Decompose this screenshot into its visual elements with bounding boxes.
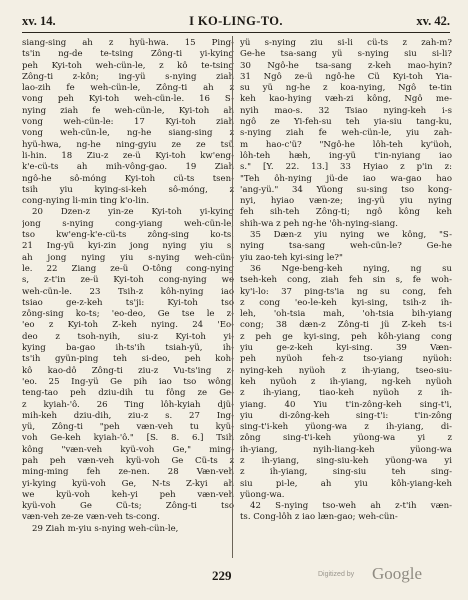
text-line: yüong-wa. [240, 489, 285, 500]
text-line: sing-t'i-keh yüong-wa z ih-yiang, di- [240, 422, 452, 433]
text-line: li-hin. 18 Ziu-z ze-ü Kyi-toh kw'eng- [22, 150, 234, 161]
text-line: su yü ng-he z koa-nying, Ngô te-tin [240, 83, 452, 94]
text-line: yiu zao-teh kyi-sing le?" [240, 252, 343, 263]
text-line: z ih-yiang, sing-siu teh sing- [240, 467, 452, 478]
text-line: 31 Ngô ze-ü ngô-he Cü Kyi-toh Yia- [240, 71, 452, 82]
text-line: væn-veh ze-ze væn-veh ts-cong. [22, 512, 160, 523]
text-line: vong peh Kyi-toh weh-cün-le. 16 S- [22, 94, 234, 105]
text-line: nying tsa-sang weh-cün-le? Ge-he [240, 241, 452, 252]
text-line: kying ba-gao ih-ts'ih tsiah-yü, ih- [22, 343, 234, 354]
text-line: yiu di-zông-keh sing-t'i: t'in-zông [240, 410, 452, 421]
text-line: 20 Dzen-z yin-ze Kyi-toh yi-kying [32, 207, 234, 218]
text-line: siu pi-le, ah yiu kôh-yiang-keh [240, 478, 452, 489]
text-line: yü s-nying ziu si-li cü-ts z zah-m? [240, 38, 452, 48]
text-line: tso kw'eng-k'e-cü-ts zông-sing ko-ts. [22, 230, 234, 241]
text-line: 30 Ngô-he tsa-sang z-keh mao-hyin? [240, 60, 452, 71]
text-line: vong weh-cün-le: 17 Kyi-toh ziah [22, 117, 234, 128]
text-line: keh kao-hying væh-zi kông, Ngô me- [240, 94, 452, 105]
text-line: ngô-he sô-móng Kyi-toh cü-ts tsen- [22, 173, 234, 184]
text-line: 36 Nge-beng-keh nying, ng su [250, 263, 452, 274]
text-line: kô kao-dô Zông-ti ziu-z Vu-ts'ing z- [22, 365, 234, 376]
text-line: vong weh-cün-le, ng-he siang-sing z [22, 128, 234, 139]
text-line: tsiao ge-z-keh ts'ji: Kyi-toh tso [22, 297, 234, 308]
text-line: ts'ih gyün-ping teh si-deo, peh koh- [22, 354, 234, 365]
google-watermark: Google [372, 564, 423, 583]
text-line: kông "væn-veh kyü-voh Ge," ming- [22, 444, 234, 455]
column-divider [232, 36, 233, 558]
text-line: tsih yiu kying-si-keh sô-móng, z [22, 184, 234, 195]
text-line: teng-tao peh dziu-dih tu fông ze Ge- [22, 388, 234, 399]
text-line: weh-cün-le. 23 Tsih-z kôh-nying iao [22, 286, 234, 297]
text-line: ngô ze Yi-feh-su teh yia-siu tang-ku, [240, 117, 452, 128]
digitized-by-label: Digitized by [318, 571, 355, 578]
text-line: deo z tsoh-nyih, siu-z Kyi-toh yi- [22, 331, 234, 342]
text-line: Ge-he tsa-sang yü s-nying siu si-li? [240, 49, 452, 60]
text-line: 'eo. 25 Ing-yü Ge pih iao tso wông, [22, 376, 234, 387]
text-line: nyih mao-s. 32 Tsiao nying-keh i-s [240, 105, 452, 116]
text-line: zông-sing ko-ts; 'eo-deo, Ge tse le z- [22, 309, 234, 320]
text-line: z cong 'eo-le-keh kyi-sing, tsih-z ih- [240, 297, 452, 308]
text-line: nyi, hyiao væn-ze; ing-yü yiu nying [240, 196, 452, 207]
header-rule [22, 32, 450, 33]
right-text-column [240, 38, 452, 558]
text-line: ts'in ng-de te-tsing Zông-ti yi-kying [22, 49, 234, 60]
header-book-title: I KO-LING-TO. [189, 14, 283, 28]
text-line: shih-wa z peh ng-he 'ôh-nying-siang. [240, 218, 398, 229]
text-line: voh Ge-keh kyiah-'ô." [S. 8. 6.] Tsih [22, 433, 234, 444]
text-line: nying-keh nyüoh z ih-yiang, tseo-siu- [240, 365, 452, 376]
running-header [22, 12, 450, 32]
text-line: ih-yiang, nyih-liang-keh yüong-wa [240, 444, 452, 455]
text-line: lao-zih fe weh-cün-le, Zông-ti ah z [22, 83, 234, 94]
text-line: zông sing-t'i-keh yüong-wa yi z [240, 433, 452, 444]
text-line: s." [Y. 22. 13.] 33 Hyiao z p'in z: [240, 162, 452, 173]
text-line: z peh ge kyi-sing, peh kôh-yiang cong [240, 331, 452, 342]
text-line: yiang. 40 Yiu t'in-zông-keh sing-t'i, [240, 399, 452, 410]
text-line: s, z-t'in ze-ü Kyi-toh cong-nying we [22, 275, 234, 286]
text-line: ah jong nying yiu s-nying weh-cün- [22, 252, 234, 263]
text-line: pah peh væn-veh kyü-voh Ge Cü-ts z [22, 455, 234, 466]
text-line: ming-ming feh ze-nen. 28 Væn-veh [22, 467, 234, 478]
text-line: s-nying ziah fe weh-cün-le, yiu zah- [240, 128, 452, 139]
text-line: yiu ge-z-keh kyi-sing. 39 Væn- [240, 343, 452, 354]
text-line: k'e-cü-ts ah mih-vông-gao. 19 Ziah [22, 162, 234, 173]
text-line: Zông-ti z-kôn; ing-yü s-nying ziah [22, 71, 234, 82]
text-line: nying ziah fe weh-cün-le, Kyi-toh ah [22, 105, 234, 116]
page-number: 229 [212, 568, 232, 583]
text-line: ky'i-lo: 37 ping-ts'ia ng su cong, feh [240, 286, 452, 297]
text-line: lôh-teh hæh, ing-yü t'in-nyiang iao [240, 150, 452, 161]
text-line: ts. Cong-lôh z iao læn-gao; weh-cün- [240, 512, 398, 523]
text-line: kyü-voh Ge Cü-ts; Zông-ti tso [22, 501, 234, 512]
text-line: z ih-yiang, sing-siu-keh yüong-wa yi [240, 455, 452, 466]
text-line: 29 Ziah m-yiu s-nying weh-cün-le, [32, 523, 179, 534]
text-line: 'ang-yü." 34 Yüong su-sing tso kong- [240, 184, 452, 195]
text-line: cong; 38 dæn-z Zông-ti jü Z-keh ts-i [240, 320, 452, 331]
text-line: cong-nying li-min ting k'o-lin. [22, 196, 150, 207]
text-line: hyü-hwa, ng-he ning-gyiu ze ze tsü [22, 139, 234, 150]
text-line: z ih-yiang, tiao-keh nyüoh z ih- [240, 388, 452, 399]
text-line: siang-sing ah z hyü-hwa. 15 Ping- [22, 38, 234, 48]
text-line: peh nyüoh feh-z tso-yiang nyüoh: [240, 354, 452, 365]
text-line: tseh-keh cong, ziah feh sin s, fe woh- [240, 275, 452, 286]
text-line: we kyü-voh keh-yi peh væn-veh [22, 489, 234, 500]
text-line: jong s-nying cong-yiang weh-cün-le, [22, 218, 234, 229]
text-line: 35 Dæn-z yiu nying we kông, "S- [250, 230, 452, 241]
text-line: leh, 'oh-tsia mah, 'oh-tsia bih-yiang [240, 309, 452, 320]
header-chapter-start: xv. 14. [22, 14, 56, 28]
text-line: 'eo z Kyi-toh Z-keh nying. 24 'Eo- [22, 320, 234, 331]
text-line: feh sih-teh Zông-ti; ngô kông keh [240, 207, 452, 218]
header-chapter-end: xv. 42. [416, 14, 450, 28]
text-line: yi-kying kyü-voh Ge, N-ts Z-kyi ah [22, 478, 234, 489]
page-footer [0, 566, 468, 588]
text-line: mih-keh dziu-dih, ziu-z s. 27 Ing- [22, 410, 234, 421]
text-line: "Teh ôh-nying jü-de iao wa-gao hao [240, 173, 452, 184]
text-line: m hao-c'ü? "Ngô-he lôh-teh ky'üoh, [240, 139, 452, 150]
text-line: keh nyüoh z ih-yiang, ng-keh nyüoh [240, 376, 452, 387]
text-line: z kyiah-'ô. 26 Ting lôh-kyiah djü- [22, 399, 234, 410]
text-line: yü, Zông-ti "peh væn-veh tu kyü- [22, 422, 234, 433]
left-text-column [22, 38, 234, 558]
text-line: peh Kyi-toh weh-cün-le, z kô te-tsing [22, 60, 234, 71]
text-line: 21 Ing-yü kyi-zin jong nying yiu s, [22, 241, 234, 252]
text-line: 42 S-nying tso-weh ah z-t'ih væn- [250, 501, 452, 512]
text-line: le. 22 Ziang ze-ü Ô-tông cong-nying [22, 263, 234, 274]
